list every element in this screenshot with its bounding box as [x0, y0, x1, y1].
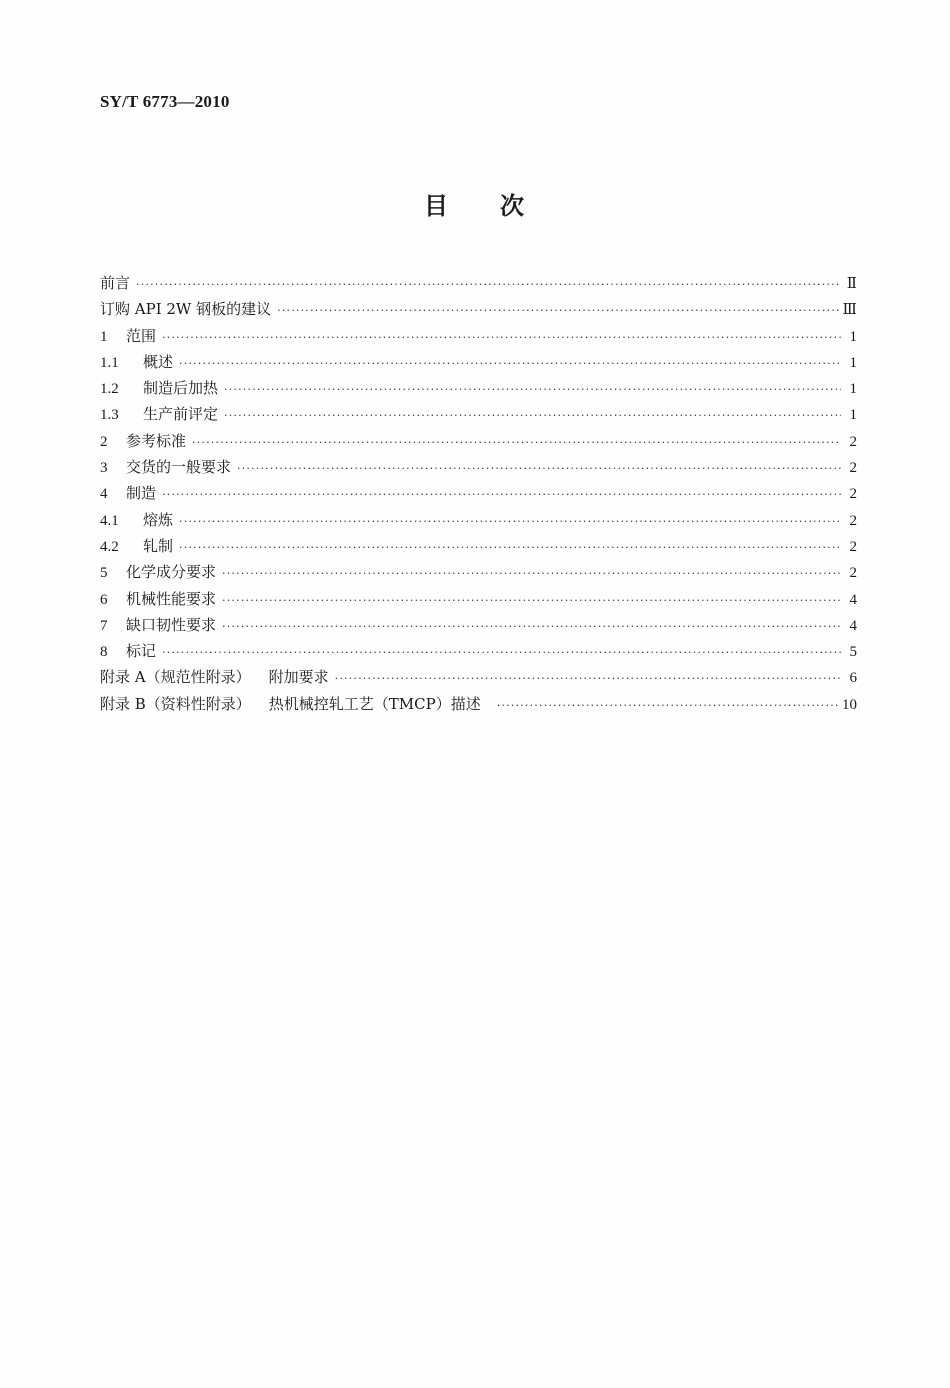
toc-entry-label: 交货的一般要求	[126, 458, 232, 477]
toc-entry-4-2[interactable]	[100, 533, 857, 559]
toc-entry-number: 1.3	[100, 407, 119, 424]
toc-entry-appendix-b[interactable]	[100, 691, 857, 717]
toc-entry-number: 1	[100, 328, 108, 345]
toc-entry-label: 范围	[126, 326, 157, 345]
toc-entry-number: 8	[100, 644, 108, 661]
toc-entry-page: 5	[849, 644, 857, 661]
toc-entry-label: 制造	[126, 484, 157, 503]
toc-entry-page: 1	[849, 328, 857, 345]
toc-entry-number: 3	[100, 460, 108, 477]
table-of-contents	[100, 270, 857, 717]
toc-entry-page: 4	[849, 617, 857, 634]
toc-entry-label: 轧制	[143, 536, 174, 555]
toc-entry-label: 前言	[100, 274, 131, 292]
toc-entry-1-2[interactable]	[100, 375, 857, 401]
toc-entry-page: 2	[849, 538, 857, 555]
toc-entry-label: 参考标准	[126, 431, 187, 450]
toc-entry-label: 化学成分要求	[126, 563, 217, 582]
standard-code: SY/T 6773—2010	[100, 92, 230, 111]
toc-leader-dots	[136, 272, 841, 298]
toc-entry-number: 5	[100, 565, 108, 582]
toc-entry-page: Ⅱ	[846, 276, 857, 292]
toc-leader-dots	[224, 403, 841, 429]
toc-title-char-1: 目	[424, 192, 450, 220]
toc-entry-number: 4.1	[100, 512, 119, 529]
toc-entry-1-1[interactable]	[100, 349, 857, 375]
toc-entry-page: 2	[849, 512, 857, 529]
toc-entry-number: 1.2	[100, 381, 119, 398]
toc-leader-dots	[222, 561, 841, 587]
toc-entry-label: 缺口韧性要求	[126, 615, 217, 634]
toc-entry-label: 热机械控轧工艺（TMCP）描述	[268, 694, 481, 713]
toc-entry-label: 订购 API 2W 钢板的建议	[100, 300, 272, 319]
toc-entry-foreword[interactable]	[100, 270, 857, 296]
toc-entry-4-1[interactable]	[100, 507, 857, 533]
toc-leader-dots	[335, 666, 841, 692]
toc-entry-page: 2	[849, 433, 857, 450]
toc-entry-2[interactable]	[100, 428, 857, 454]
toc-entry-7[interactable]	[100, 612, 857, 638]
toc-leader-dots	[224, 377, 841, 403]
toc-entry-8[interactable]	[100, 638, 857, 664]
toc-entry-page: 1	[849, 381, 857, 398]
toc-leader-dots	[162, 325, 841, 351]
toc-entry-label: 概述	[143, 352, 174, 371]
toc-entry-page: 4	[849, 591, 857, 608]
toc-entry-page: 2	[849, 565, 857, 582]
toc-leader-dots	[277, 298, 838, 324]
toc-entry-label: 熔炼	[143, 510, 174, 529]
toc-entry-4[interactable]	[100, 480, 857, 506]
toc-entry-ordering-recommendations[interactable]	[100, 296, 857, 322]
toc-entry-5[interactable]	[100, 559, 857, 585]
toc-appendix-heading: 附录 A（规范性附录）	[100, 668, 251, 687]
toc-leader-dots	[192, 430, 841, 456]
toc-entry-number: 4.2	[100, 538, 119, 555]
toc-entry-number: 2	[100, 433, 108, 450]
toc-leader-dots	[179, 535, 841, 561]
toc-entry-page: 6	[849, 670, 857, 687]
toc-entry-page: 1	[849, 407, 857, 424]
toc-title	[0, 186, 950, 221]
toc-entry-number: 7	[100, 617, 108, 634]
toc-leader-dots	[237, 456, 841, 482]
toc-entry-page: 2	[849, 460, 857, 477]
toc-entry-3[interactable]	[100, 454, 857, 480]
toc-entry-page: 2	[849, 486, 857, 503]
toc-leader-dots	[179, 509, 841, 535]
toc-entry-page: 1	[849, 354, 857, 371]
toc-entry-6[interactable]	[100, 586, 857, 612]
toc-leader-dots	[162, 640, 841, 666]
toc-leader-dots	[497, 693, 838, 719]
toc-entry-label: 标记	[126, 642, 157, 661]
toc-entry-label: 生产前评定	[143, 405, 219, 424]
toc-leader-dots	[222, 614, 841, 640]
toc-entry-number: 4	[100, 486, 108, 503]
toc-entry-1-3[interactable]	[100, 401, 857, 427]
toc-entry-label: 机械性能要求	[126, 589, 217, 608]
toc-entry-label: 制造后加热	[143, 379, 219, 398]
toc-leader-dots	[179, 351, 841, 377]
toc-leader-dots	[222, 588, 841, 614]
toc-entry-1[interactable]	[100, 323, 857, 349]
toc-entry-number: 1.1	[100, 354, 119, 371]
toc-entry-page: Ⅲ	[842, 302, 857, 319]
toc-entry-page: 10	[842, 696, 857, 713]
toc-leader-dots	[162, 482, 841, 508]
toc-title-char-2: 次	[500, 192, 526, 220]
toc-entry-appendix-a[interactable]	[100, 664, 857, 690]
toc-entry-label: 附加要求	[268, 668, 329, 687]
toc-entry-number: 6	[100, 591, 108, 608]
toc-appendix-heading: 附录 B（资料性附录）	[100, 694, 251, 713]
